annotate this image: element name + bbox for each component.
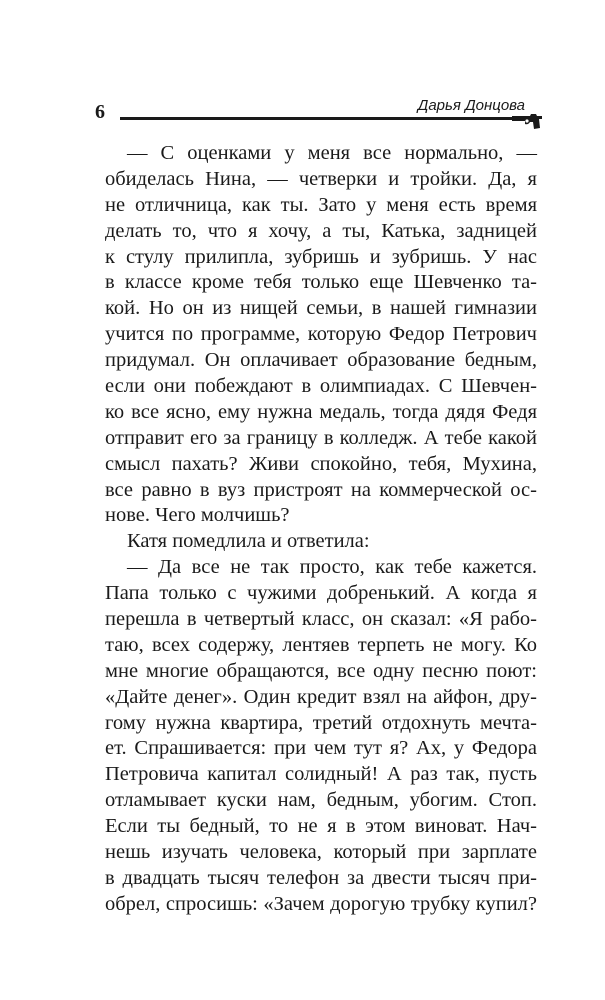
revolver-icon	[512, 110, 544, 130]
text-line: кой. Но он из нищей семьи, в нашей гимназии	[105, 297, 537, 320]
page-header	[0, 0, 605, 140]
text-line: в двадцать тысяч телефон за двести тысяч при-	[105, 866, 537, 889]
text-line: все равно в вуз пристроят на коммерческой ос-	[105, 478, 537, 501]
running-head-author: Дарья Донцова	[417, 97, 525, 114]
text-line: перешла в четвертый класс, он сказал: «Я рабо-	[105, 608, 537, 631]
text-line: «Дайте денег». Один кредит взял на айфон, дру-	[105, 685, 537, 708]
text-line: отправит его за границу в колледж. А тебе какой	[105, 426, 537, 449]
body-text	[105, 141, 537, 918]
header-rule	[120, 117, 518, 120]
text-line: смысл пахать? Живи спокойно, тебя, Мухина,	[105, 452, 537, 475]
text-line: придумал. Он оплачивает образование бедным,	[105, 349, 537, 372]
page-number: 6	[95, 101, 105, 123]
text-line: обиделась Нина, — четверки и тройки. Да, я	[105, 167, 537, 190]
text-line: нове. Чего молчишь?	[105, 504, 290, 527]
text-line: Если ты бедный, то не я в этом виноват. Нач-	[105, 815, 537, 838]
text-line: — С оценками у меня все нормально, —	[127, 142, 537, 164]
text-line: отламывает куски нам, бедным, убогим. Стоп.	[105, 789, 537, 812]
text-line: гому нужна квартира, третий отдохнуть мечта-	[105, 711, 537, 734]
text-line: мне многие обращаются, все одну песню поют:	[105, 659, 537, 682]
text-line: Петровича капитал солидный! А раз так, пусть	[105, 763, 537, 786]
text-line: не отличница, как ты. Зато у меня есть время	[105, 193, 537, 216]
text-line: ет. Спрашивается: при чем тут я? Ах, у Федора	[105, 737, 537, 760]
text-line: Катя помедлила и ответила:	[127, 530, 370, 553]
text-line: к стулу прилипла, зубришь и зубришь. У нас	[105, 245, 537, 268]
text-line: в классе кроме тебя только еще Шевченко та-	[105, 271, 537, 294]
text-line: нешь изучать человека, который при зарплате	[105, 841, 537, 864]
text-line: обрел, спросишь: «Зачем дорогую трубку купил?	[105, 892, 537, 915]
text-line: — Да все не так просто, как тебе кажется.	[127, 556, 537, 579]
text-line: учится по программе, которую Федор Петрович	[105, 323, 537, 346]
text-line: ко все ясно, ему нужна медаль, тогда дядя Федя	[105, 400, 537, 423]
text-line: таю, всех содержу, лентяев терпеть не могу. Ко	[105, 633, 537, 656]
text-line: Папа только с чужими добренький. А когда я	[105, 582, 537, 605]
text-line: делать то, что я хочу, а ты, Катька, задницей	[105, 219, 537, 242]
text-line: если они побеждают в олимпиадах. С Шевчен-	[105, 375, 537, 398]
